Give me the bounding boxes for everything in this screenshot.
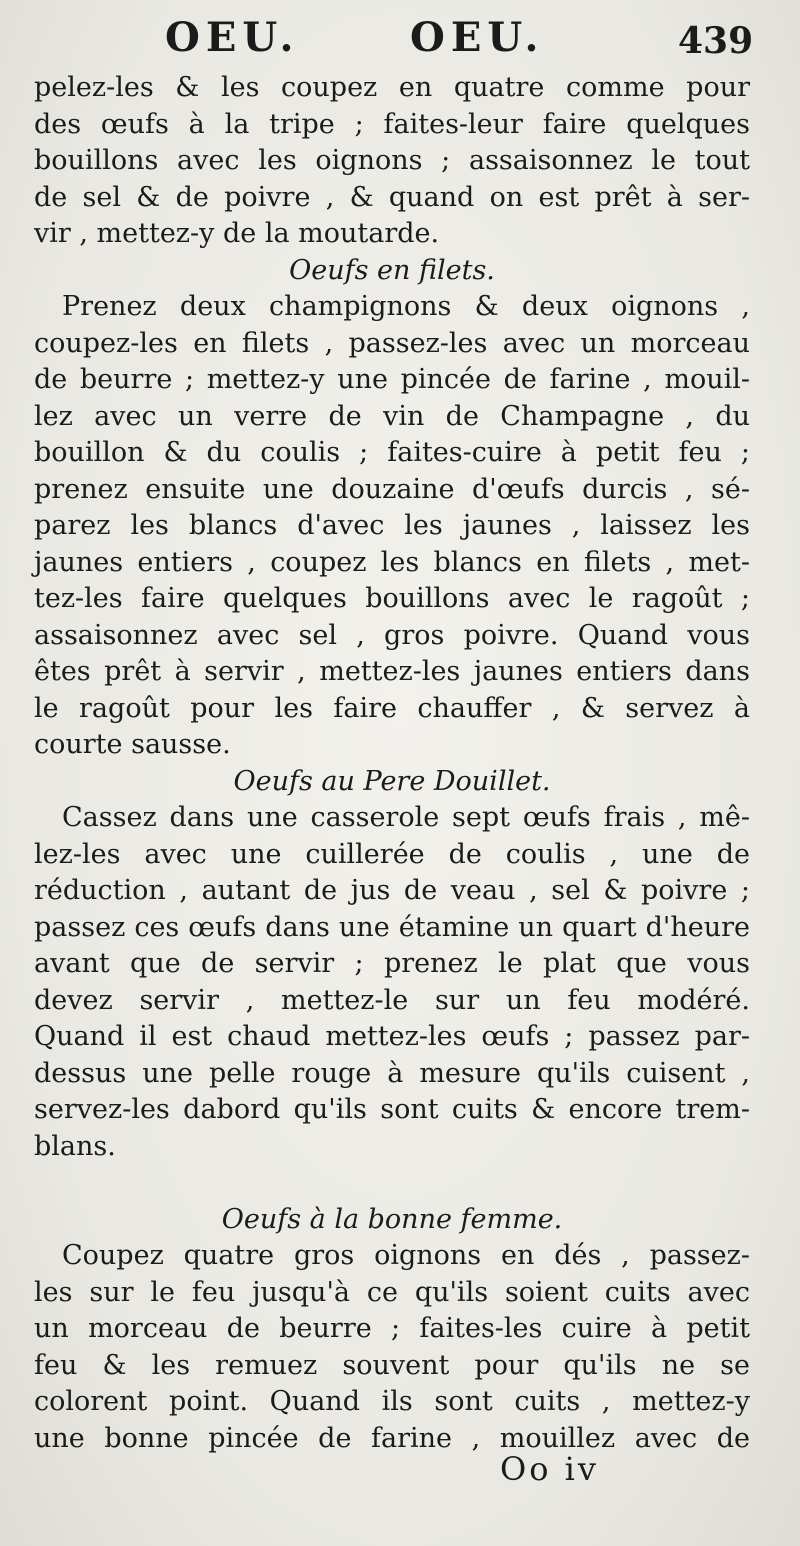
text-line: réduction , autant de jus de veau , sel & poivre ; xyxy=(34,875,750,906)
text-line: feu & les remuez souvent pour qu'ils ne se xyxy=(34,1349,750,1381)
text-line: bouillons avec les oignons ; assaisonnez le tout xyxy=(34,145,750,176)
recipe-heading: Oeufs au Pere Douillet. xyxy=(233,765,551,797)
text-line: prenez ensuite une douzaine d'œufs durcis , sé- xyxy=(34,473,750,505)
text-line: lez avec un verre de vin de Champagne , du xyxy=(34,400,750,432)
text-line: parez les blancs d'avec les jaunes , laissez les xyxy=(34,510,750,541)
text-line: courte sausse. xyxy=(34,729,231,760)
text-line: le ragoût pour les faire chauffer , & servez à xyxy=(34,692,750,724)
text-line: jaunes entiers , coupez les blancs en filets , met- xyxy=(34,546,750,578)
text-line: des œufs à la tripe ; faites-leur faire quelques xyxy=(34,108,750,140)
paragraph-gap xyxy=(34,1165,750,1202)
text-line: coupez-les en filets , passez-les avec un morceau xyxy=(34,327,750,359)
text-line: Cassez dans une casserole sept œufs frais , mê- xyxy=(62,802,750,833)
text-line: lez-les avec une cuillerée de coulis , une de xyxy=(34,838,750,870)
page-body-text xyxy=(34,70,750,1457)
text-line: dessus une pelle rouge à mesure qu'ils cuisent , xyxy=(34,1057,750,1089)
text-line: une bonne pincée de farine , mouillez avec de xyxy=(34,1422,750,1454)
text-line: assaisonnez avec sel , gros poivre. Quand vous xyxy=(34,619,750,651)
text-line: tez-les faire quelques bouillons avec le ragoût ; xyxy=(34,583,750,614)
text-line: êtes prêt à servir , mettez-les jaunes entiers dans xyxy=(34,656,750,687)
recipe-heading: Oeufs à la bonne femme. xyxy=(221,1203,563,1235)
text-line: blans. xyxy=(34,1130,116,1162)
signature-mark: Oo iv xyxy=(500,1450,599,1488)
running-header xyxy=(0,6,800,66)
text-line: servez-les dabord qu'ils sont cuits & encore trem- xyxy=(34,1094,750,1125)
page-number: 439 xyxy=(678,20,754,62)
text-line: de beurre ; mettez-y une pincée de farine , mouil- xyxy=(34,364,750,395)
recipe-heading: Oeufs en filets. xyxy=(289,254,495,286)
text-line: les sur le feu jusqu'à ce qu'ils soient cuits avec xyxy=(34,1276,750,1308)
text-line: passez ces œufs dans une étamine un quart d'heure xyxy=(34,911,750,943)
header-right-word: OEU. xyxy=(410,14,545,61)
header-left-word: OEU. xyxy=(165,14,300,61)
text-line: avant que de servir ; prenez le plat que vous xyxy=(34,948,750,979)
text-line: Coupez quatre gros oignons en dés , passez- xyxy=(62,1240,750,1271)
text-line: Prenez deux champignons & deux oignons , xyxy=(62,291,750,322)
text-line: un morceau de beurre ; faites-les cuire à petit xyxy=(34,1313,750,1344)
text-line: vir , mettez-y de la moutarde. xyxy=(34,218,440,249)
text-line: Quand il est chaud mettez-les œufs ; passez par- xyxy=(34,1021,750,1052)
text-line: bouillon & du coulis ; faites-cuire à petit feu ; xyxy=(34,437,750,468)
text-line: pelez-les & les coupez en quatre comme pour xyxy=(34,72,750,103)
text-line: devez servir , mettez-le sur un feu modéré. xyxy=(34,984,750,1016)
text-line: colorent point. Quand ils sont cuits , mettez-y xyxy=(34,1386,750,1417)
text-line: de sel & de poivre , & quand on est prêt à ser- xyxy=(34,181,750,213)
